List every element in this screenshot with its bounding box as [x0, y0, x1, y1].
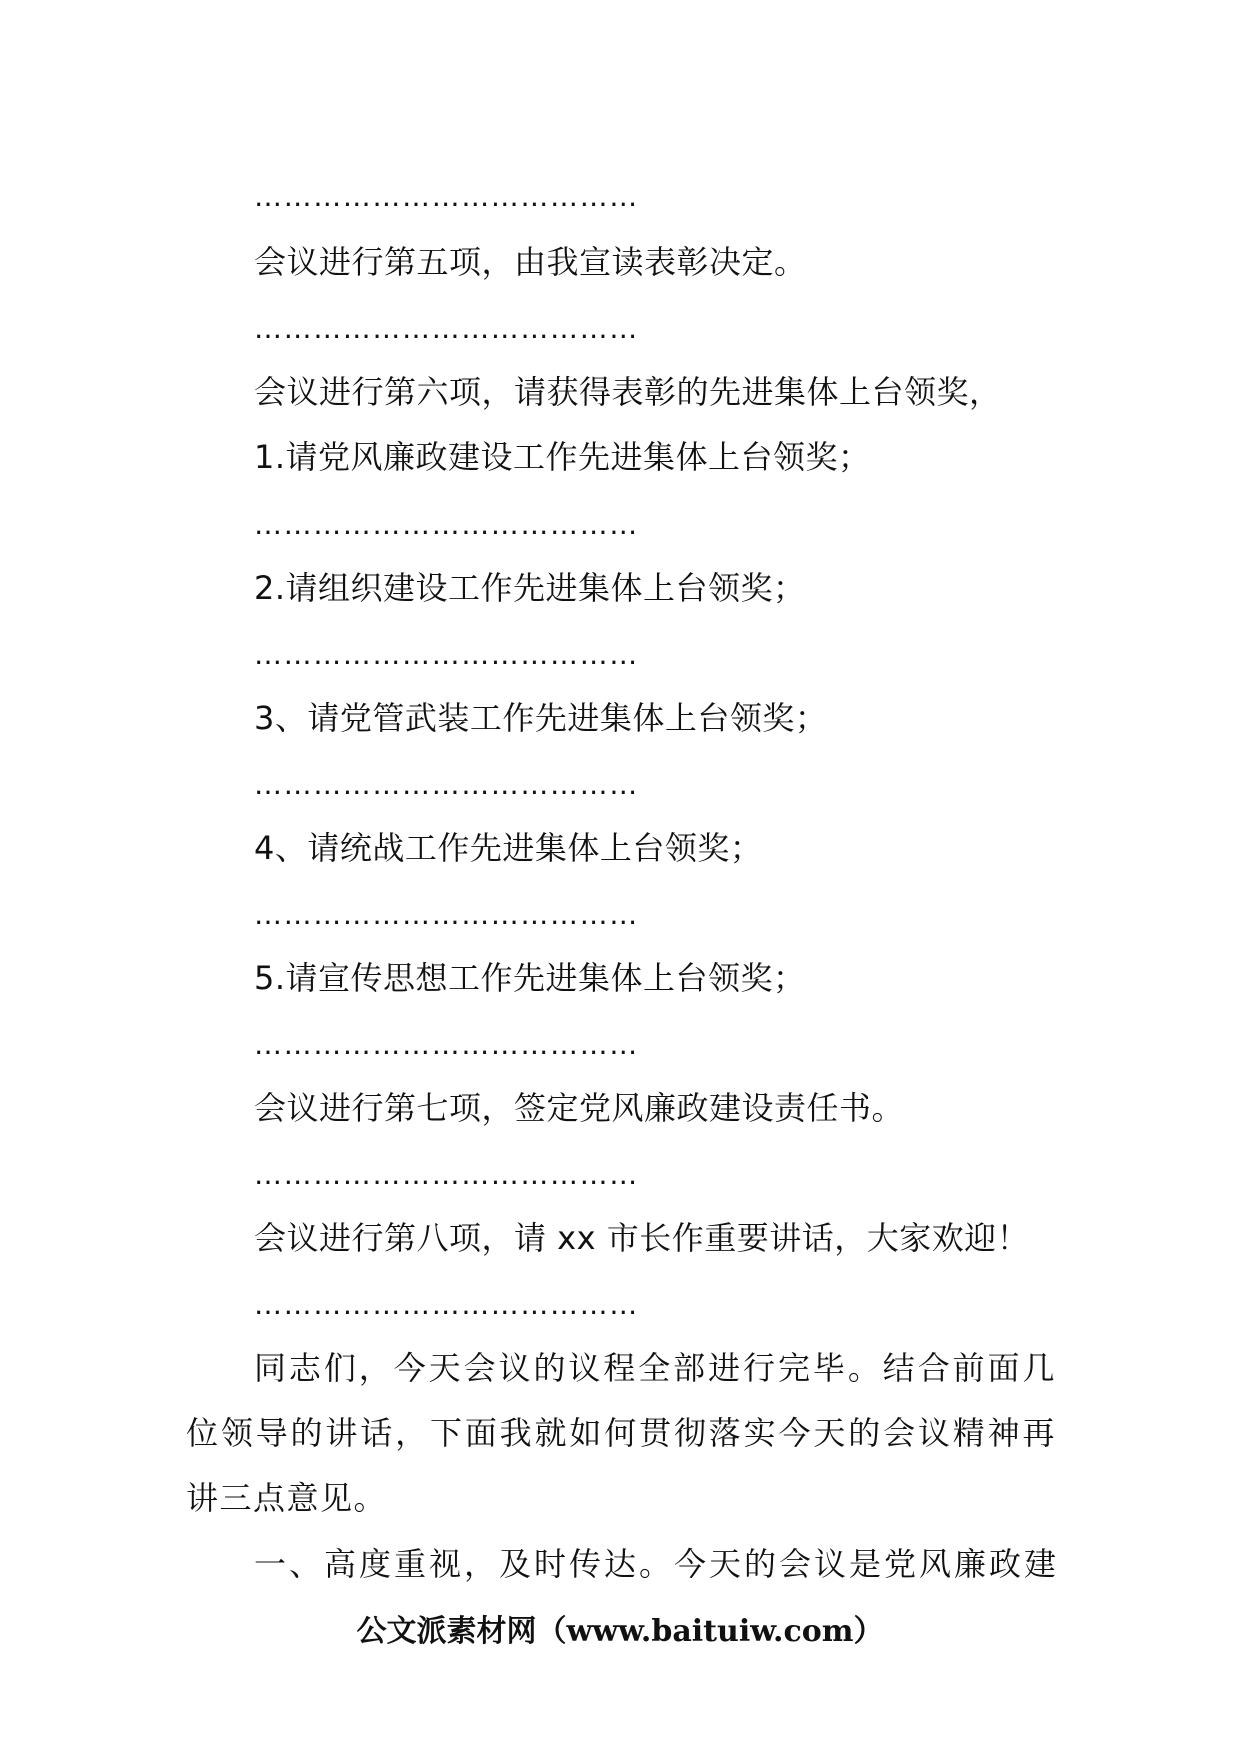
section-heading: 一、高度重视，及时传达。今天的会议是党风廉政建 [254, 1545, 1060, 1583]
ellipsis-line: ………………………………… [254, 312, 639, 345]
ellipsis-line: ………………………………… [254, 1158, 639, 1191]
ellipsis-line: ………………………………… [254, 508, 639, 541]
ellipsis-line: ………………………………… [254, 638, 639, 671]
ellipsis-line: ………………………………… [254, 1288, 639, 1321]
award-item-2: 2.请组织建设工作先进集体上台领奖； [254, 569, 806, 607]
ellipsis-line: ………………………………… [254, 768, 639, 801]
agenda-item-6: 会议进行第六项，请获得表彰的先进集体上台领奖， [254, 373, 1002, 411]
award-item-3: 3、请党管武装工作先进集体上台领奖； [254, 699, 828, 737]
ellipsis-line: ………………………………… [254, 1028, 639, 1061]
award-item-4: 4、请统战工作先进集体上台领奖； [254, 829, 763, 867]
footer-watermark: 公文派素材网（www.baituiw.com） [356, 1614, 884, 1649]
award-item-5: 5.请宣传思想工作先进集体上台领奖； [254, 959, 806, 997]
agenda-item-8: 会议进行第八项，请 xx 市长作重要讲话，大家欢迎！ [254, 1219, 1030, 1257]
ellipsis-line: ………………………………… [254, 180, 639, 213]
closing-paragraph: 同志们，今天会议的议程全部进行完毕。结合前面几位领导的讲话，下面我就如何贯彻落实今天的会议精神再讲三点意见。 [186, 1349, 1056, 1517]
ellipsis-line: ………………………………… [254, 898, 639, 931]
award-item-1: 1.请党风廉政建设工作先进集体上台领奖； [254, 438, 871, 476]
agenda-item-5: 会议进行第五项，由我宣读表彰决定。 [254, 243, 807, 281]
agenda-item-7: 会议进行第七项，签定党风廉政建设责任书。 [254, 1089, 905, 1127]
